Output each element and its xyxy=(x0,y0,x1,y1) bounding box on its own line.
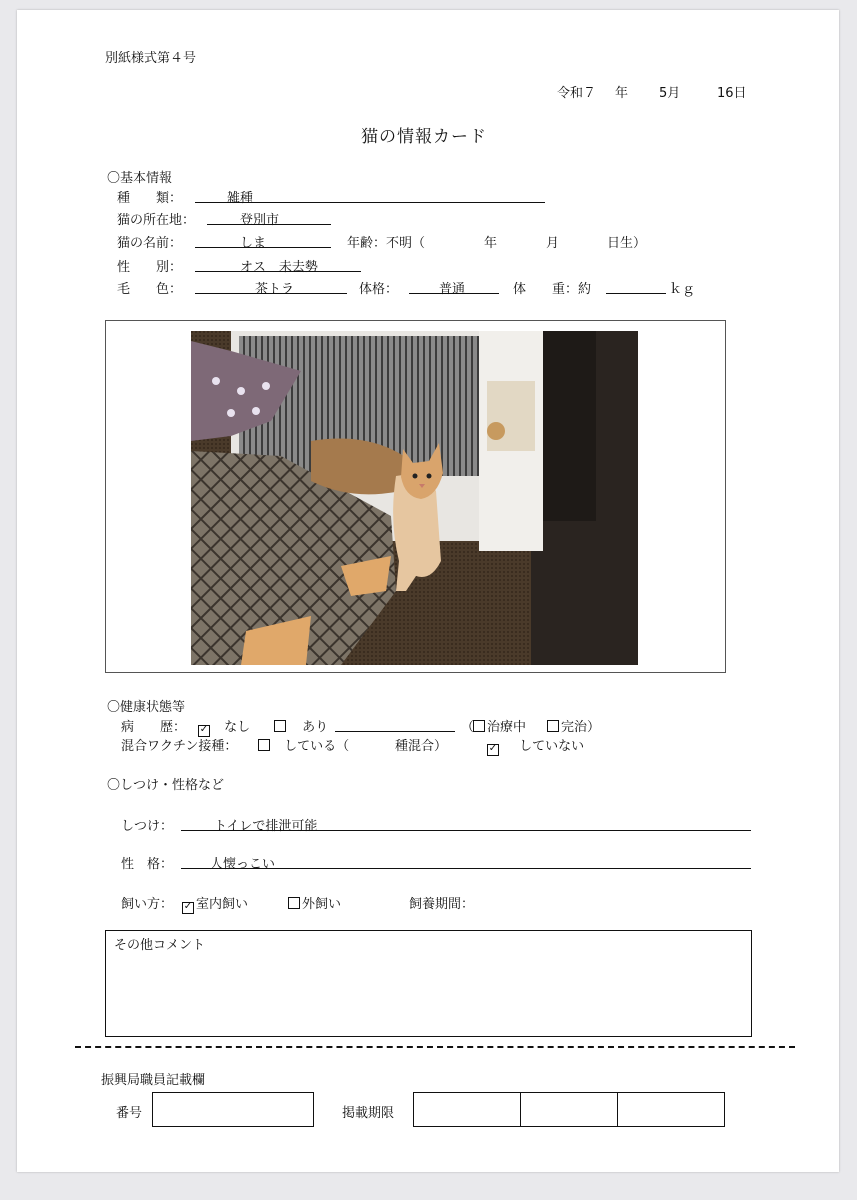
outdoor-option[interactable] xyxy=(288,893,341,912)
basic-info-heading: 〇基本情報 xyxy=(107,171,173,186)
vaccine-type: 種混合） xyxy=(395,739,448,754)
build-value: 普通 xyxy=(439,282,466,297)
age-label: 年齢：不明（ xyxy=(347,236,426,251)
period-label: 飼養期間： xyxy=(409,897,475,912)
comment-box[interactable] xyxy=(105,930,752,1037)
keeping-label: 飼い方： xyxy=(121,897,174,912)
cured-checkbox[interactable] xyxy=(547,720,559,732)
date-era: 令和７ xyxy=(557,86,597,101)
sex-value: オス 未去勢 xyxy=(240,260,318,275)
kind-label: 種 類： xyxy=(117,191,183,206)
date-day: 16日 xyxy=(717,86,747,101)
personality-label: 性 格： xyxy=(121,857,174,872)
document-page xyxy=(17,10,839,1172)
location-value: 登別市 xyxy=(240,213,280,228)
period-divider-2 xyxy=(617,1093,618,1126)
history-paren: （ xyxy=(461,720,475,735)
period-divider-1 xyxy=(520,1093,521,1126)
number-label: 番号 xyxy=(116,1106,143,1121)
cut-line xyxy=(75,1046,795,1048)
history-yes-label: あり xyxy=(302,720,329,735)
build-label: 体格： xyxy=(359,282,399,297)
weight-unit: ｋｇ xyxy=(669,282,696,297)
vaccine-done-checkbox[interactable] xyxy=(258,739,270,751)
outdoor-checkbox[interactable] xyxy=(288,897,300,909)
date-year-unit: 年 xyxy=(615,86,629,101)
form-number: 別紙様式第４号 xyxy=(105,51,197,66)
vaccine-not-label: していない xyxy=(519,739,585,754)
period-limit-label: 掲載期限 xyxy=(342,1106,395,1121)
vaccine-not-checkbox[interactable] xyxy=(487,744,499,756)
cured-label: 完治） xyxy=(561,720,601,735)
name-value: しま xyxy=(240,236,267,251)
history-yes-option[interactable] xyxy=(274,716,328,735)
cured-option[interactable] xyxy=(547,716,600,735)
comment-label: その他コメント xyxy=(114,938,206,953)
history-none-option[interactable] xyxy=(198,716,250,737)
history-yes-checkbox[interactable] xyxy=(274,720,286,732)
training-value: トイレで排泄可能 xyxy=(214,819,318,834)
age-day: 日生） xyxy=(607,236,647,251)
indoor-checkbox[interactable] xyxy=(182,902,194,914)
indoor-label: 室内飼い xyxy=(196,897,249,912)
name-label: 猫の名前： xyxy=(117,236,183,251)
indoor-option[interactable] xyxy=(182,893,248,914)
kind-value: 雑種 xyxy=(227,191,254,206)
personality-value: 人懐っこい xyxy=(210,857,276,872)
cat-photo-image xyxy=(191,331,638,665)
treating-checkbox[interactable] xyxy=(473,720,485,732)
history-underline xyxy=(335,731,455,732)
vaccine-label: 混合ワクチン接種： xyxy=(121,739,238,754)
outdoor-label: 外飼い xyxy=(302,897,342,912)
coat-label: 毛 色： xyxy=(117,282,183,297)
history-none-label: なし xyxy=(224,720,251,735)
page-title: 猫の情報カード xyxy=(361,127,487,147)
location-label: 猫の所在地： xyxy=(117,213,196,228)
staff-heading: 振興局職員記載欄 xyxy=(101,1073,206,1088)
date-month: 5月 xyxy=(659,86,681,101)
age-year: 年 xyxy=(484,236,498,251)
weight-label: 体 重：約 xyxy=(513,282,592,297)
discipline-heading: 〇しつけ・性格など xyxy=(107,778,225,793)
sex-label: 性 別： xyxy=(117,260,183,275)
health-heading: 〇健康状態等 xyxy=(107,700,186,715)
coat-value: 茶トラ xyxy=(255,282,295,297)
vaccine-done-label: している（ xyxy=(284,739,350,754)
treating-label: 治療中 xyxy=(487,720,527,735)
treating-option[interactable] xyxy=(473,716,526,735)
vaccine-not-option[interactable] xyxy=(487,735,584,756)
period-limit-field[interactable] xyxy=(413,1092,725,1127)
weight-underline xyxy=(606,293,666,294)
vaccine-done-option[interactable] xyxy=(258,735,349,754)
age-month: 月 xyxy=(546,236,560,251)
history-label: 病 歴： xyxy=(121,720,187,735)
number-field[interactable] xyxy=(152,1092,314,1127)
cat-photo xyxy=(191,331,638,665)
training-label: しつけ： xyxy=(121,819,174,834)
